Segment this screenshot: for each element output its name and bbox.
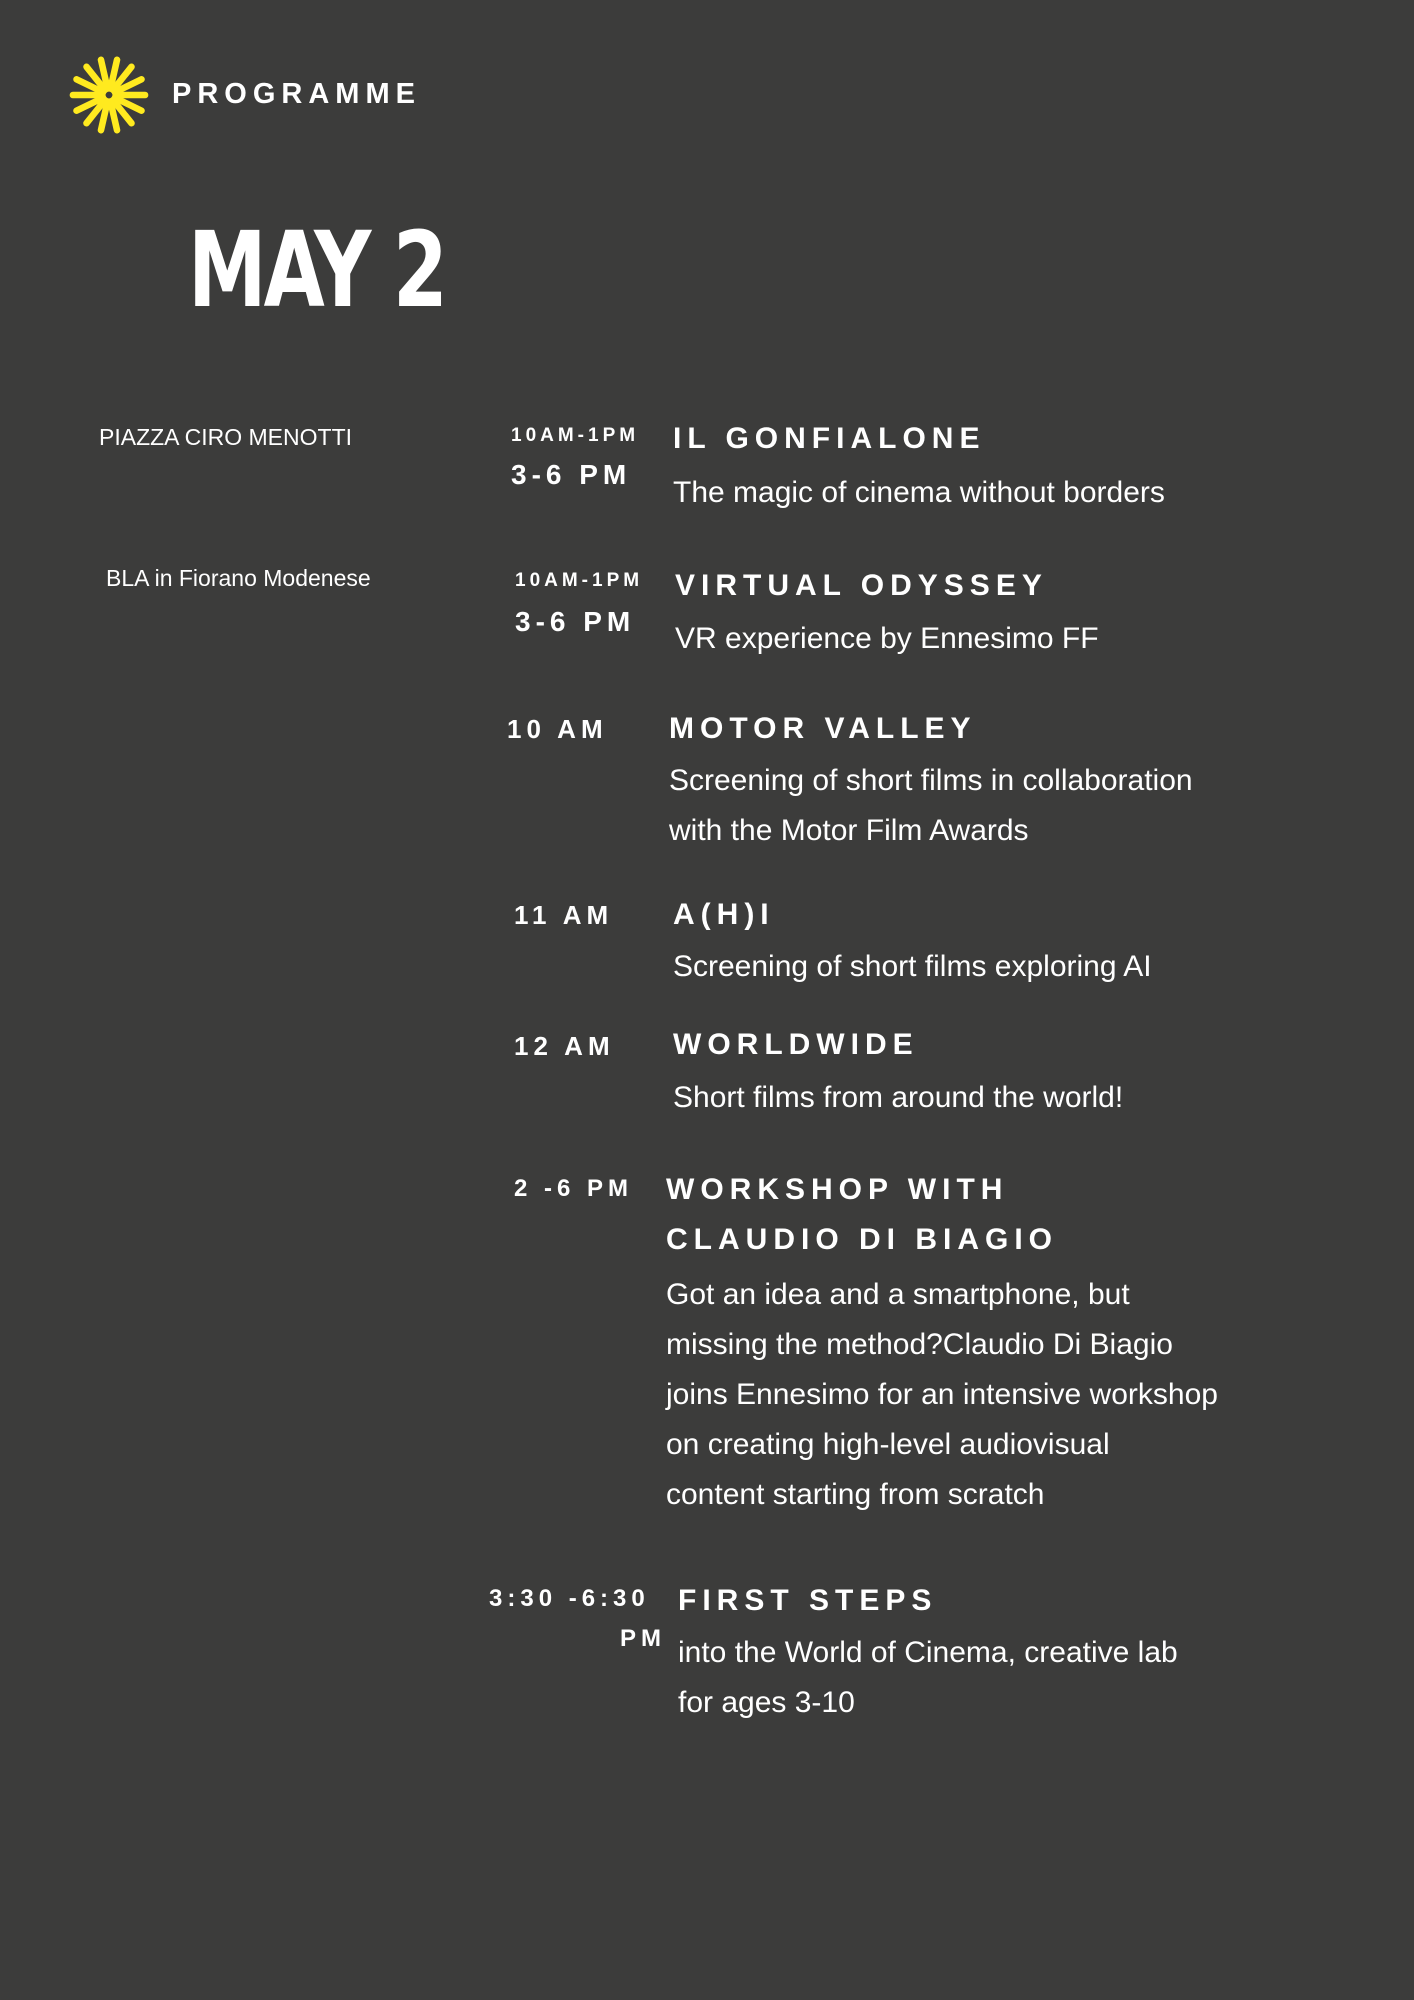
event-description: Got an idea and a smartphone, but: [666, 1278, 1130, 1311]
programme-heading: PROGRAMME: [172, 78, 421, 110]
event-description: on creating high-level audiovisual: [666, 1428, 1110, 1461]
event-description: for ages 3-10: [678, 1686, 855, 1719]
event-description: Screening of short films exploring AI: [673, 950, 1152, 983]
event-title: IL GONFIALONE: [673, 422, 986, 455]
event-time: 3:30 -6:30: [489, 1585, 650, 1612]
event-title: WORLDWIDE: [673, 1028, 919, 1061]
event-title: MOTOR VALLEY: [669, 712, 977, 745]
event-description: into the World of Cinema, creative lab: [678, 1636, 1178, 1669]
event-time: 3-6 PM: [515, 606, 636, 637]
event-description: with the Motor Film Awards: [669, 814, 1029, 847]
event-description: content starting from scratch: [666, 1478, 1045, 1511]
event-time: 10 AM: [507, 714, 608, 744]
event-time: 11 AM: [514, 900, 614, 930]
event-title: A(H)I: [673, 898, 775, 931]
venue-piazza-ciro-menotti: PIAZZA CIRO MENOTTI: [99, 424, 353, 450]
event-time: 10AM-1PM: [515, 570, 644, 591]
yellow-sun-icon: [68, 54, 150, 136]
event-time: PM: [620, 1625, 666, 1652]
event-description: Short films from around the world!: [673, 1081, 1124, 1114]
event-description: Screening of short films in collaboration: [669, 764, 1193, 797]
event-description: VR experience by Ennesimo FF: [675, 622, 1099, 655]
venue-bla-fiorano: BLA in Fiorano Modenese: [106, 565, 371, 591]
event-time: 10AM-1PM: [511, 425, 640, 446]
event-title: WORKSHOP WITH: [666, 1173, 1009, 1206]
event-time: 2 -6 PM: [514, 1175, 634, 1202]
event-time: 12 AM: [514, 1031, 615, 1061]
event-description: The magic of cinema without borders: [673, 476, 1165, 509]
event-title: CLAUDIO DI BIAGIO: [666, 1223, 1058, 1256]
event-title: FIRST STEPS: [678, 1584, 938, 1617]
event-description: joins Ennesimo for an intensive workshop: [666, 1378, 1218, 1411]
date-title: MAY 2: [188, 209, 445, 331]
event-title: VIRTUAL ODYSSEY: [675, 569, 1048, 602]
event-time: 3-6 PM: [511, 459, 632, 490]
event-description: missing the method?Claudio Di Biagio: [666, 1328, 1173, 1361]
